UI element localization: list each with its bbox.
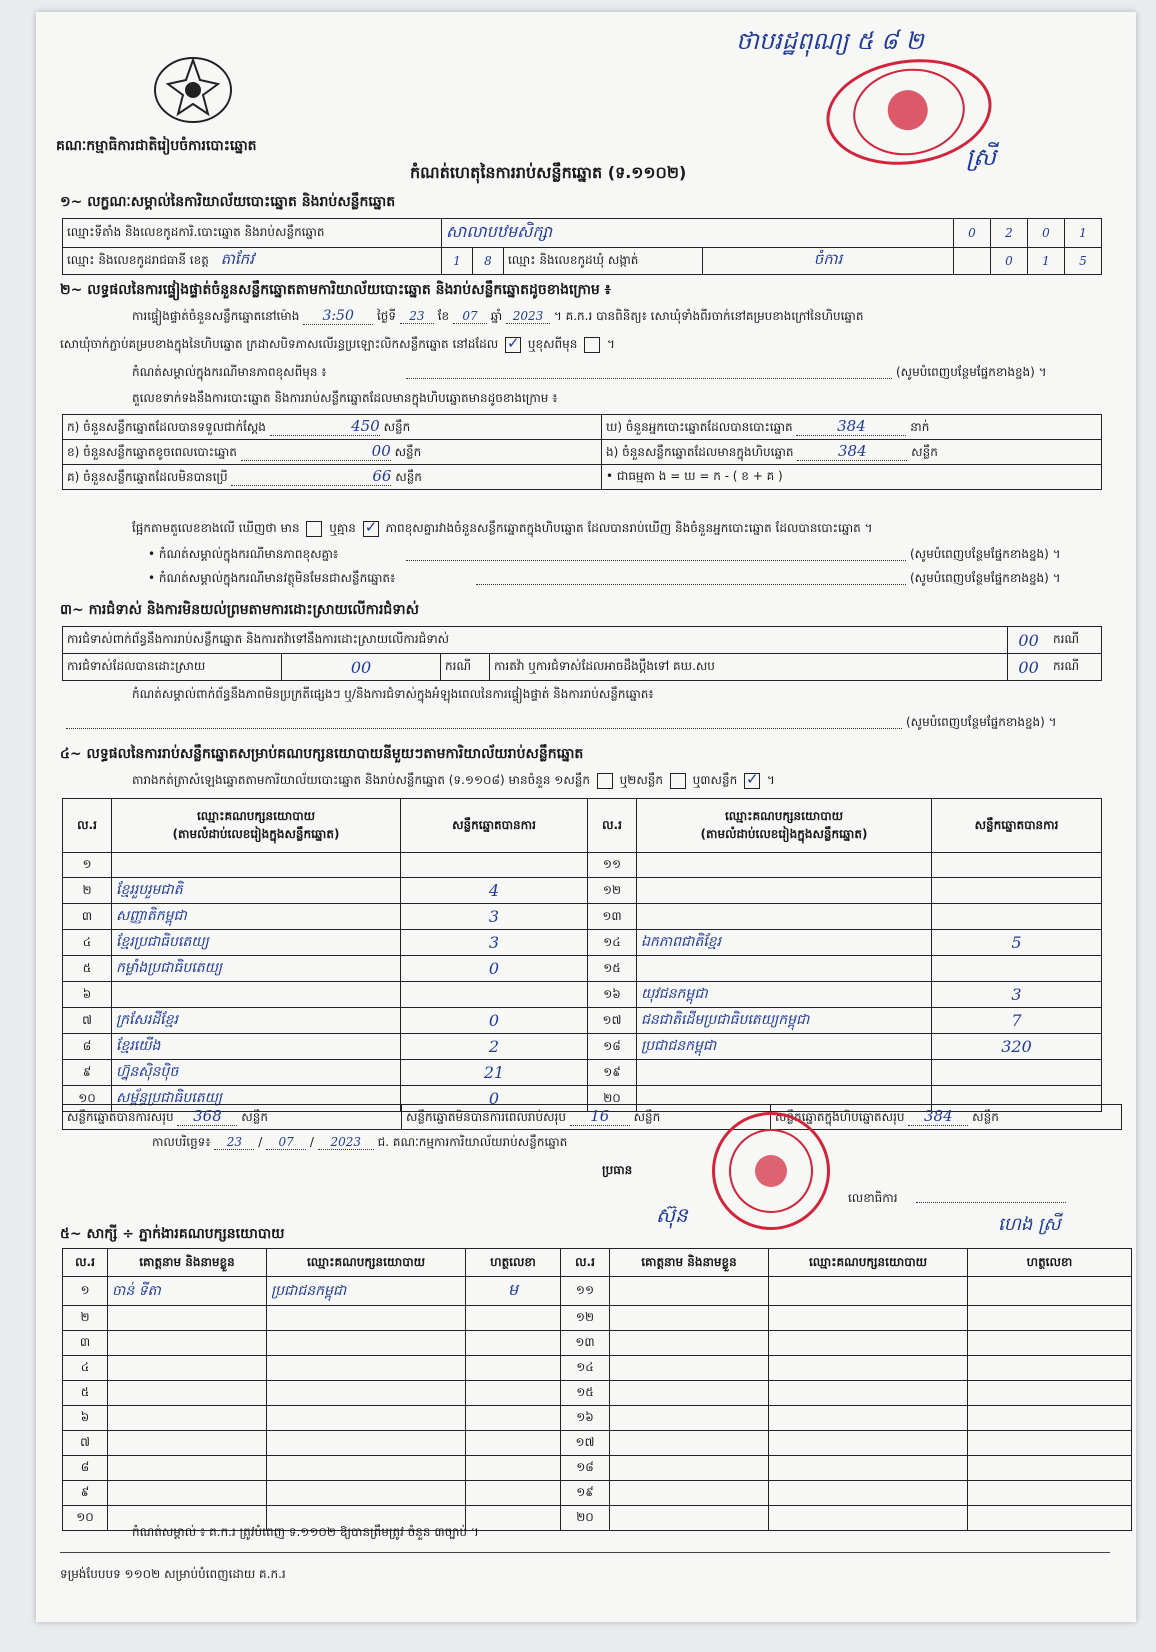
three-sheets-checkbox[interactable]	[744, 773, 760, 789]
witness-number: ១៦	[561, 1406, 610, 1431]
witness-number: ១៥	[561, 1381, 610, 1406]
party-name	[637, 1060, 932, 1086]
one-sheet-checkbox[interactable]	[597, 773, 613, 789]
changed-checkbox[interactable]	[584, 337, 600, 353]
difference-note-line	[406, 560, 906, 561]
province-code-digit: 8	[473, 248, 504, 275]
col-name-header: គោត្តនាម និងនាមខ្លួន	[610, 1249, 769, 1277]
unit-label: សន្លឹក	[241, 1110, 268, 1124]
fill-more-note: (សូមបំពេញបន្ថែមផ្នែកខាងខ្នង) ។	[910, 571, 1061, 585]
section3-heading: ៣~ ការជំទាស់ និងការមិនយល់ព្រមតាមការដោះស្រាយលើការជំទាស់	[60, 602, 419, 618]
party-name	[637, 853, 932, 878]
party-votes: 3	[932, 982, 1102, 1008]
witness-party	[267, 1331, 466, 1356]
witness-signature	[968, 1506, 1132, 1531]
party-name: ឯកភាពជាតិខ្មែរ	[637, 930, 932, 956]
formula-note: • ជាធម្មតា ង = ឃ = ក - ( ខ + គ )	[602, 465, 1102, 490]
col-name-header: គោត្តនាម និងនាមខ្លួន	[108, 1249, 267, 1277]
two-sheets-checkbox[interactable]	[670, 773, 686, 789]
witness-signature	[968, 1456, 1132, 1481]
witness-party	[769, 1356, 968, 1381]
difference-check-line	[132, 520, 873, 538]
witness-name	[610, 1306, 769, 1331]
witness-table	[62, 1248, 1132, 1531]
party-name: សម្ព័ន្ធប្រជាធិបតេយ្យ	[112, 1086, 401, 1112]
fill-more-note: (សូមបំពេញបន្ថែមផ្នែកខាងខ្នង) ។	[906, 715, 1057, 729]
table-row	[63, 1331, 1132, 1356]
witness-signature	[466, 1406, 561, 1431]
resolved-complaints-value: 00	[282, 654, 441, 681]
party-name	[637, 904, 932, 930]
party-votes: 21	[401, 1060, 588, 1086]
witness-signature	[466, 1456, 561, 1481]
official-stamp-committee	[712, 1112, 830, 1230]
difference-no-label: ឬគ្មាន	[329, 521, 356, 535]
party-number: ១៣	[588, 904, 637, 930]
witness-signature: ម	[466, 1277, 561, 1306]
section2-heading: ២~ លទ្ធផលនៃការផ្ទៀងផ្ទាត់ចំនួនសន្លឹកឆ្នោតតាមការិយាល័យបោះឆ្នោត និងរាប់សន្លឹកឆ្នោតដូចខាងក្រោម ៖	[60, 282, 611, 298]
secretary-signature-line	[916, 1202, 1066, 1203]
table-row	[63, 1381, 1132, 1406]
col-no-header: ល.រ	[588, 799, 637, 853]
party-number: ៨	[63, 1034, 112, 1060]
witness-party	[267, 1481, 466, 1506]
party-number: ១៤	[588, 930, 637, 956]
total-valid-label: សន្លឹកឆ្នោតបានការសរុប	[67, 1110, 174, 1124]
witness-body	[63, 1277, 1132, 1531]
party-number: ១២	[588, 878, 637, 904]
party-results-table	[62, 798, 1102, 1112]
witness-party	[769, 1456, 968, 1481]
col-votes-header: សន្លឹកឆ្នោតបានការ	[401, 799, 588, 853]
date-label: កាលបរិច្ឆេទ៖	[152, 1135, 211, 1149]
witness-party	[769, 1381, 968, 1406]
verification-month: 07	[453, 309, 487, 324]
witness-name	[610, 1381, 769, 1406]
unit-label: សន្លឹក	[394, 445, 422, 459]
unused-ballots-value: 66	[231, 467, 391, 486]
table-row	[63, 1481, 1132, 1506]
changed-label: ឬខុសពីមុន	[527, 337, 578, 351]
party-name: សញ្ញាតិកម្ពុជា	[112, 904, 401, 930]
party-name: ខ្មែររួបរួមជាតិ	[112, 878, 401, 904]
witness-name	[108, 1431, 267, 1456]
form-note: ទម្រង់បែបបទ ១១០២ សម្រាប់បំពេញដោយ គ.ក.រ	[60, 1567, 286, 1581]
ballot-figures-table	[62, 414, 1102, 490]
witness-number: ៧	[63, 1431, 108, 1456]
witness-signature	[968, 1277, 1132, 1306]
chief-signature: ស៊ុន	[656, 1203, 688, 1227]
party-number: ៧	[63, 1008, 112, 1034]
party-name	[112, 853, 401, 878]
witness-number: ៣	[63, 1331, 108, 1356]
table-row	[63, 1034, 1102, 1060]
table-row	[63, 1456, 1132, 1481]
total-invalid-label: សន្លឹកឆ្នោតមិនបានការពេលរាប់សរុប	[406, 1110, 566, 1124]
witness-signature	[968, 1481, 1132, 1506]
party-name: ប្រជាជនកម្ពុជា	[637, 1034, 932, 1060]
total-in-box-value: 384	[908, 1107, 968, 1126]
national-emblem-icon	[148, 50, 238, 128]
witness-number: ១២	[561, 1306, 610, 1331]
station-code-digit: 0	[1028, 219, 1065, 248]
unit-label: សន្លឹក	[633, 1110, 661, 1124]
witness-number: ២០	[561, 1506, 610, 1531]
voters-label: ឃ) ចំនួនអ្នកបោះឆ្នោតដែលបានបោះឆ្នោត	[606, 420, 793, 434]
party-name: ក្រសែរដីខ្មែរ	[112, 1008, 401, 1034]
col-no-header: ល.រ	[63, 1249, 108, 1277]
spoiled-ballots-label: ខ) ចំនួនសន្លឹកឆ្នោតខូចពេលបោះឆ្នោត	[67, 445, 237, 459]
total-valid-value: 368	[177, 1107, 237, 1126]
witness-number: ៤	[63, 1356, 108, 1381]
party-number: ១៩	[588, 1060, 637, 1086]
section1-heading: ១~ លក្ខណៈសម្គាល់នៃការិយាល័យបោះឆ្នោត និងរាប់សន្លឹកឆ្នោត	[60, 194, 396, 210]
party-name: យុវជនកម្ពុជា	[637, 982, 932, 1008]
witness-party	[267, 1406, 466, 1431]
location-table	[62, 218, 1102, 275]
ballots-in-box-label: ង) ចំនួនសន្លឹកឆ្នោតដែលមានក្នុងហិបឆ្នោត	[606, 445, 794, 459]
party-votes	[932, 853, 1102, 878]
top-handwritten-note: ថាបរដ្ឋពុណ្យ ៥ ៨ ២	[736, 27, 924, 55]
appeals-value: 00	[1008, 654, 1049, 681]
witness-signature	[968, 1381, 1132, 1406]
table-row	[63, 1406, 1132, 1431]
party-name	[112, 982, 401, 1008]
verification-year: 2023	[506, 309, 550, 324]
witness-party	[769, 1506, 968, 1531]
table-row	[63, 1060, 1102, 1086]
witness-name	[108, 1481, 267, 1506]
table-row	[63, 1008, 1102, 1034]
difference-note-line	[406, 378, 892, 379]
party-votes: 7	[932, 1008, 1102, 1034]
stamp-emblem-icon	[881, 80, 934, 140]
party-number: ២០	[588, 1086, 637, 1112]
date-line: កាលបរិច្ឆេទ៖ 23 / 07 / 2023 ជ. គណៈកម្មការការិយាល័យរាប់សន្លឹកឆ្នោត	[152, 1135, 568, 1149]
witness-signature	[466, 1431, 561, 1456]
col-party-subtitle: (តាមលំដាប់លេខរៀងក្នុងសន្លឹកឆ្នោត)	[172, 826, 340, 841]
irregularity-note-line	[66, 728, 902, 729]
party-votes: 0	[401, 956, 588, 982]
unused-ballots-label: គ) ចំនួនសន្លឹកឆ្នោតដែលមិនបានប្រើ	[67, 470, 228, 484]
party-name: ខ្មែរប្រជាធិបតេយ្យ	[112, 930, 401, 956]
day-label: ថ្ងៃទី	[377, 309, 397, 323]
party-votes	[932, 956, 1102, 982]
unit-label: សន្លឹក	[972, 1110, 999, 1124]
table-row	[63, 956, 1102, 982]
col-party-header	[637, 799, 932, 853]
secretary-label: លេខាធិការ	[848, 1191, 898, 1205]
party-name: ហ្វ៊ុនស៊ិនប៉ិច	[112, 1060, 401, 1086]
unit-label: សន្លឹក	[911, 445, 938, 459]
witness-signature	[466, 1481, 561, 1506]
difference-note-label: កំណត់សម្គាល់ក្នុងករណីមានភាពខុសពីមុន ៖	[132, 365, 327, 379]
verification-line	[132, 308, 863, 326]
unit-label: សន្លឹក	[395, 470, 422, 484]
form-page	[36, 12, 1136, 1622]
station-code-digit: 2	[991, 219, 1028, 248]
verification-day: 23	[400, 309, 434, 324]
complaints-table	[62, 626, 1102, 681]
date-year: 2023	[318, 1135, 374, 1150]
table-row	[63, 930, 1102, 956]
witness-signature	[466, 1356, 561, 1381]
party-votes	[401, 853, 588, 878]
three-sheets-label: ឬ៣សន្លឹក	[692, 773, 738, 787]
witness-signature	[968, 1431, 1132, 1456]
ballots-in-box-value: 384	[797, 442, 907, 461]
col-sign-header: ហត្ថលេខា	[466, 1249, 561, 1277]
unit-label: សន្លឹក	[383, 420, 411, 434]
col-votes-header: សន្លឹកឆ្នោតបានការ	[932, 799, 1102, 853]
witness-name	[610, 1331, 769, 1356]
table-row	[63, 1431, 1132, 1456]
witness-party	[769, 1431, 968, 1456]
witness-number: ១០	[63, 1506, 108, 1531]
party-name: ជនជាតិដើមប្រជាធិបតេយ្យកម្ពុជា	[637, 1008, 932, 1034]
party-results-body	[63, 853, 1102, 1112]
witness-name	[108, 1456, 267, 1481]
commune-code-digit: 5	[1065, 248, 1102, 275]
date-day: 23	[214, 1135, 254, 1150]
verification-time: 3:50	[303, 308, 373, 325]
party-number: ២	[63, 878, 112, 904]
foreign-object-note-line	[476, 584, 906, 585]
witness-number: ១១	[561, 1277, 610, 1306]
table-row	[63, 1306, 1132, 1331]
stamp-emblem-icon	[751, 1151, 791, 1191]
party-votes: 0	[401, 1086, 588, 1112]
appeals-label: ការតវ៉ា ឬការជំទាស់ដែលអាចដឹងប្តឹងទៅ គឃ.សប	[490, 654, 1008, 681]
witness-party	[769, 1277, 968, 1306]
witness-number: ៦	[63, 1406, 108, 1431]
witness-name	[610, 1506, 769, 1531]
tally-sheet-line: តារាងកត់ត្រាសំឡេងឆ្នោតតាមការិយាល័យបោះឆ្នោត និងរាប់សន្លឹកឆ្នោត (ទ.១១០៨) មានចំនួន ១សន្លឹក ឬ២សន្លឹក ឬ៣សន្លឹក ✓ ។	[132, 772, 775, 790]
figures-intro: តួលេខទាក់ទងនឹងការបោះឆ្នោត និងការរាប់សន្លឹកឆ្នោតដែលមានក្នុងហិបឆ្នោតមានដូចខាងក្រោម ៖	[132, 391, 558, 405]
party-number: ១៧	[588, 1008, 637, 1034]
difference-check-text: ភាពខុសគ្នារវាងចំនួនសន្លឹកឆ្នោតក្នុងហិបឆ្នោត ដែលបានរាប់ឃើញ និងចំនួនអ្នកបោះឆ្នោត ដែលបានបោះឆ្នោត ។	[385, 521, 873, 535]
witness-number: ១៨	[561, 1456, 610, 1481]
witness-party	[267, 1306, 466, 1331]
witness-name: ចាន់ ទីតា	[108, 1277, 267, 1306]
witness-party	[769, 1306, 968, 1331]
party-name: កម្លាំងប្រជាធិបតេយ្យ	[112, 956, 401, 982]
witness-name	[610, 1431, 769, 1456]
party-votes	[401, 982, 588, 1008]
difference-yes-label: ផ្អែកតាមតួលេខខាងលើ ឃើញថា មាន	[132, 521, 300, 535]
col-no-header: ល.រ	[63, 799, 112, 853]
committee-label: ជ. គណៈកម្មការការិយាល័យរាប់សន្លឹកឆ្នោត	[377, 1135, 568, 1149]
party-number: ១៦	[588, 982, 637, 1008]
col-party-header	[112, 799, 401, 853]
col-party-title: ឈ្មោះគណបក្សនយោបាយ	[196, 808, 316, 823]
witness-number: ៥	[63, 1381, 108, 1406]
party-number: ៦	[63, 982, 112, 1008]
table-row	[63, 853, 1102, 878]
party-number: ១	[63, 853, 112, 878]
witness-name	[610, 1356, 769, 1381]
fill-more-note: (សូមបំពេញបន្ថែមផ្នែកខាងខ្នង) ។	[896, 365, 1047, 379]
commune-label: ឈ្មោះ និងលេខកូដឃុំ សង្កាត់	[504, 248, 703, 275]
case-unit: ករណី	[1049, 654, 1102, 681]
footer-rule	[60, 1552, 1110, 1553]
party-votes	[932, 904, 1102, 930]
spoiled-ballots-value: 00	[241, 442, 391, 461]
witness-number: ១៩	[561, 1481, 610, 1506]
handwritten-signature-mark: ស្រី	[966, 143, 996, 171]
voters-unit: នាក់	[910, 420, 930, 434]
tally-sheet-text: តារាងកត់ត្រាសំឡេងឆ្នោតតាមការិយាល័យបោះឆ្នោត និងរាប់សន្លឹកឆ្នោត (ទ.១១០៨) មានចំនួន ១សន្លឹក	[132, 773, 590, 787]
witness-signature	[466, 1381, 561, 1406]
total-invalid-value: 16	[570, 1107, 630, 1126]
witness-number: ៩	[63, 1481, 108, 1506]
witness-number: ១	[63, 1277, 108, 1306]
case-unit: ករណី	[1049, 627, 1102, 654]
location-name-label: ឈ្មោះទីតាំង និងលេខកូដការិ.បោះឆ្នោត និងរាប់សន្លឹកឆ្នោត	[63, 219, 442, 248]
party-votes: 4	[401, 878, 588, 904]
province-label: ឈ្មោះ និងលេខកូដរាជធានី ខេត្ត	[67, 253, 209, 267]
col-party-title: ឈ្មោះគណបក្សនយោបាយ	[724, 808, 844, 823]
witness-number: ២	[63, 1306, 108, 1331]
two-sheets-label: ឬ២សន្លឹក	[619, 773, 664, 787]
org-name: គណៈកម្មាធិការជាតិរៀបចំការបោះឆ្នោត	[56, 138, 257, 154]
party-votes: 320	[932, 1034, 1102, 1060]
party-number: ៣	[63, 904, 112, 930]
party-votes: 3	[401, 904, 588, 930]
col-sign-header: ហត្ថលេខា	[968, 1249, 1132, 1277]
party-votes: 0	[401, 1008, 588, 1034]
fill-more-note: (សូមបំពេញបន្ថែមផ្នែកខាងខ្នង) ។	[910, 547, 1061, 561]
date-month: 07	[266, 1135, 306, 1150]
section5-heading: ៥~ សាក្សី ÷ ភ្នាក់ងារគណបក្សនយោបាយ	[60, 1226, 285, 1242]
voters-value: 384	[796, 417, 906, 436]
commune-code-digit: 0	[991, 248, 1028, 275]
party-name	[637, 878, 932, 904]
table-row	[63, 982, 1102, 1008]
witness-name	[610, 1406, 769, 1431]
foreign-object-note: • កំណត់សម្គាល់ក្នុងករណីមានវត្ថុមិនមែនជាសន្លឹកឆ្នោត៖	[148, 571, 396, 585]
table-row	[63, 878, 1102, 904]
difference-yes-checkbox[interactable]	[306, 521, 322, 537]
table-row	[63, 1277, 1132, 1306]
party-number: ១១	[588, 853, 637, 878]
year-label: ឆ្នាំ	[490, 309, 503, 323]
party-number: ១៨	[588, 1034, 637, 1060]
commune-value: ចំការ	[703, 248, 954, 275]
witness-signature	[466, 1506, 561, 1531]
witness-party	[267, 1431, 466, 1456]
witness-party	[267, 1356, 466, 1381]
witness-name	[610, 1456, 769, 1481]
witness-name	[108, 1331, 267, 1356]
witness-party	[267, 1381, 466, 1406]
received-ballots-label: ក) ចំនួនសន្លឹកឆ្នោតដែលបានទទួលជាក់ស្តែង	[67, 420, 266, 434]
party-name: ខ្មែរយើង	[112, 1034, 401, 1060]
case-unit: ករណី	[441, 654, 490, 681]
witness-party: ប្រជាជនកម្ពុជា	[267, 1277, 466, 1306]
station-code-digit: 0	[954, 219, 991, 248]
seal-status-text: សោឃុំចាក់ភ្ជាប់គម្របខាងក្នុងនៃហិបឆ្នោត ក្រដាសបិទភាសលើរន្ធប្រឡោះលិកសន្លឹកឆ្នោត នៅដដែល	[60, 337, 499, 351]
form-title: កំណត់ហេតុនៃការរាប់សន្លឹកឆ្នោត (ទ.១១០២)	[410, 163, 687, 182]
party-votes	[932, 1060, 1102, 1086]
witness-name	[108, 1356, 267, 1381]
witness-signature	[466, 1306, 561, 1331]
total-in-box-label: សន្លឹកឆ្នោតក្នុងហិបឆ្នោតសរុប	[775, 1110, 905, 1124]
witness-number: ១៧	[561, 1431, 610, 1456]
province-value: តាកែវ	[220, 250, 254, 268]
complaints-total-label: ការជំទាស់ពាក់ព័ន្ធនឹងការរាប់សន្លឹកឆ្នោត និងការតវ៉ាទៅនឹងការដោះស្រាយលើការជំទាស់	[63, 627, 1008, 654]
col-party-subtitle: (តាមលំដាប់លេខរៀងក្នុងសន្លឹកឆ្នោត)	[700, 826, 868, 841]
party-name	[637, 956, 932, 982]
party-votes: 3	[401, 930, 588, 956]
resolved-complaints-label: ការជំទាស់ដែលបានដោះស្រាយ	[63, 654, 282, 681]
province-code-digit: 1	[442, 248, 473, 275]
witness-name	[610, 1481, 769, 1506]
received-ballots-value: 450	[270, 417, 380, 436]
witness-party	[267, 1456, 466, 1481]
party-number: ១០	[63, 1086, 112, 1112]
verification-text: ។ គ.ក.រ បានពិនិត្យ៖ សោឃុំទាំងពីរចាក់នៅគម្របខាងក្រៅនៃហិបឆ្នោត	[553, 309, 864, 323]
witness-name	[610, 1277, 769, 1306]
station-code-digit: 1	[1065, 219, 1102, 248]
commune-code-digit: 1	[1028, 248, 1065, 275]
difference-no-checkbox[interactable]	[363, 521, 379, 537]
unchanged-checkbox[interactable]	[505, 337, 521, 353]
table-row	[63, 904, 1102, 930]
witness-signature	[466, 1331, 561, 1356]
witness-party	[769, 1331, 968, 1356]
witness-name	[108, 1306, 267, 1331]
witness-number: ១៣	[561, 1331, 610, 1356]
difference-note: • កំណត់សម្គាល់ក្នុងករណីមានភាពខុសគ្នា៖	[148, 547, 339, 561]
complaints-total-value: 00	[1008, 627, 1049, 654]
secretary-name: ហេង ស្រី	[998, 1214, 1061, 1235]
party-votes	[932, 878, 1102, 904]
col-party-header: ឈ្មោះគណបក្សនយោបាយ	[769, 1249, 968, 1277]
witness-name	[108, 1381, 267, 1406]
party-number: ៤	[63, 930, 112, 956]
party-number: ៩	[63, 1060, 112, 1086]
witness-number: ១៤	[561, 1356, 610, 1381]
col-party-header: ឈ្មោះគណបក្សនយោបាយ	[267, 1249, 466, 1277]
witness-party	[769, 1481, 968, 1506]
witness-signature	[968, 1406, 1132, 1431]
totals-table	[62, 1104, 1122, 1130]
party-votes: 5	[932, 930, 1102, 956]
witness-party	[769, 1406, 968, 1431]
witness-signature	[968, 1331, 1132, 1356]
verification-time-label: ការផ្ទៀងផ្ទាត់ចំនួនសន្លឹកឆ្នោតនៅម៉ោង	[132, 309, 300, 323]
witness-signature	[968, 1356, 1132, 1381]
witness-signature	[968, 1306, 1132, 1331]
party-number: ១៥	[588, 956, 637, 982]
chief-label: ប្រធាន	[602, 1163, 633, 1177]
irregularity-note: កំណត់សម្គាល់ពាក់ព័ន្ធនឹងភាពមិនប្រក្រតីផ្សេងៗ ឬ/និងការជំទាស់ក្នុងអំឡុងពេលនៃការផ្ទៀងផ្ទាត់ និងការរាប់សន្លឹកឆ្នោត៖	[132, 687, 654, 701]
party-votes: 2	[401, 1034, 588, 1060]
witness-number: ៨	[63, 1456, 108, 1481]
witness-name	[108, 1406, 267, 1431]
party-number: ៥	[63, 956, 112, 982]
section4-heading: ៤~ លទ្ធផលនៃការរាប់សន្លឹកឆ្នោតសម្រាប់គណបក្សនយោបាយនីមួយៗតាមការិយាល័យរាប់សន្លឹកឆ្នោត	[60, 746, 584, 762]
footnote: កំណត់សម្គាល់ ៖ គ.ក.រ ត្រូវបំពេញ ទ.១១០២ ឱ្យបានត្រឹមត្រូវ ចំនួន ៣ច្បាប់ ។	[132, 1525, 479, 1539]
month-label: ខែ	[437, 309, 450, 323]
table-row	[63, 1356, 1132, 1381]
seal-status-line: សោឃុំចាក់ភ្ជាប់គម្របខាងក្នុងនៃហិបឆ្នោត ក្រដាសបិទភាសលើរន្ធប្រឡោះលិកសន្លឹកឆ្នោត នៅដដែល ✓ ឬខុសពីមុន ។	[60, 336, 615, 354]
col-no-header: ល.រ	[561, 1249, 610, 1277]
location-name-value: សាលាបឋមសិក្សា	[442, 219, 954, 248]
